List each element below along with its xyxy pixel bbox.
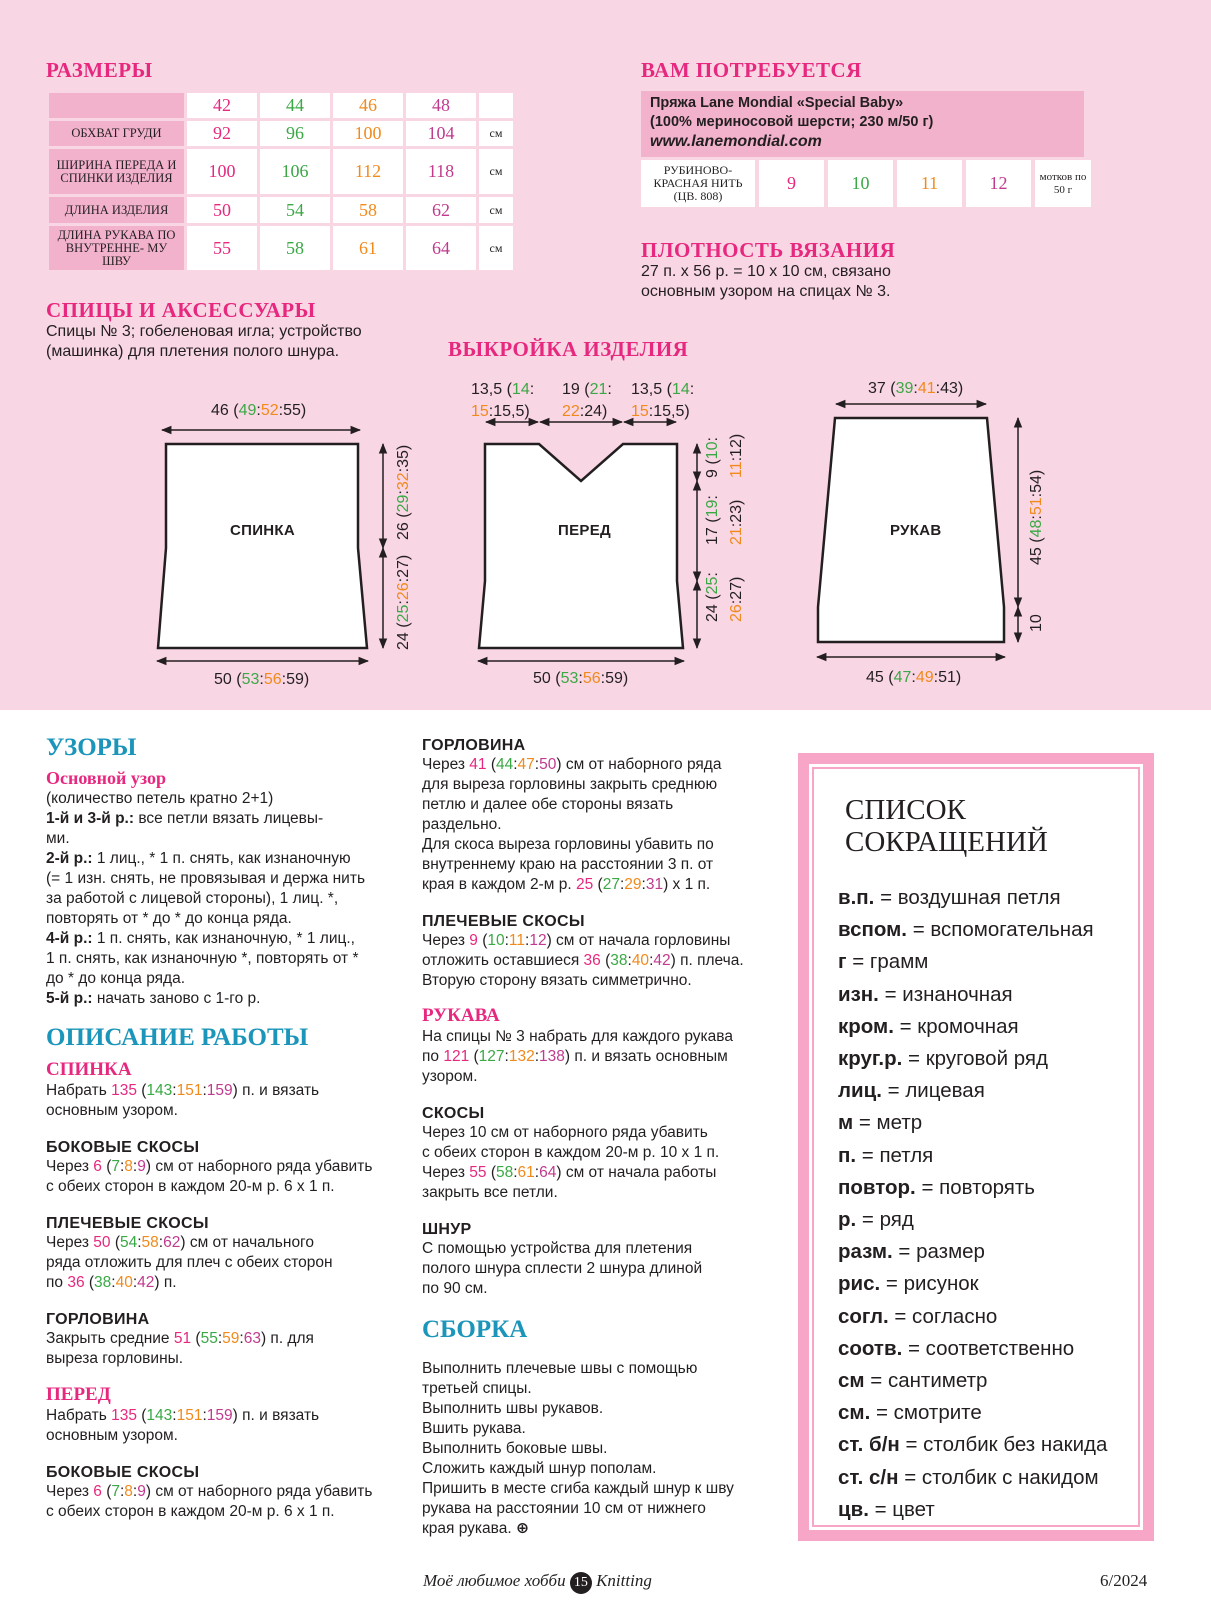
- dim-back-lower: 24 (25:26:27): [395, 554, 412, 650]
- abbr-item: круг.р. = круговой ряд: [838, 1047, 1048, 1071]
- front-label: ПЕРЕД: [558, 522, 611, 539]
- sleeve-label: РУКАВ: [890, 522, 942, 539]
- abbr-item: ст. с/н = столбик с накидом: [838, 1465, 1099, 1489]
- gauge-title: ПЛОТНОСТЬ ВЯЗАНИЯ: [641, 238, 896, 262]
- cord-title: ШНУР: [422, 1221, 472, 1238]
- abbr-title: СПИСОК СОКРАЩЕНИЙ: [845, 794, 1048, 858]
- dim-sleeve-length: 45 (48:51:54): [1028, 469, 1045, 565]
- needles-text: Спицы № 3; гобеленовая игла; устройство (машинка) для плетения полого шнура.: [46, 323, 362, 360]
- materials-title: ВАМ ПОТРЕБУЕТСЯ: [641, 58, 862, 82]
- back-shape: [158, 444, 367, 648]
- yarn-box: [641, 91, 1084, 157]
- assembly-text: Выполнить плечевые швы с помощью третьей спицы. Выполнить швы рукавов. Вшить рукава. Выполнить боковые швы. Сложить каждый шнур пополам. Пришить в месте сгиба каждый шнур к шву рукава на расстоянии 10 см от нижнего края рукава. ⊕: [422, 1360, 734, 1537]
- back-text: Набрать 135 (143:151:159) п. и вязать основным узором.: [46, 1082, 320, 1119]
- sizes-table: 42 44 46 48 ОБХВАТ ГРУДИ 92 96 100 104 см ШИРИНА ПЕРЕДА И СПИНКИ ИЗДЕЛИЯ 100 106 112 118 см ДЛИНА ИЗДЕЛИЯ 50 54 58 62 см ДЛИНА РУКАВА ПО ВНУТРЕННЕ- МУ ШВУ 55 58 61 64 см: [46, 90, 516, 273]
- back-side-title: БОКОВЫЕ СКОСЫ: [46, 1139, 200, 1156]
- dim-front-shoulder-right: 13,5 (14:: [631, 381, 695, 398]
- front-title: ПЕРЕД: [46, 1384, 111, 1405]
- dim-back-bottom: 50 (53:56:59): [214, 671, 310, 688]
- sleeves-title: РУКАВА: [422, 1005, 500, 1026]
- abbr-item: рис. = рисунок: [838, 1272, 979, 1296]
- front-shape: [479, 444, 683, 648]
- abbr-item: р. = ряд: [838, 1208, 914, 1232]
- main-pattern-title: Основной узор: [46, 768, 167, 788]
- bevels-text: Через 10 см от наборного ряда убавить с обеих сторон в каждом 20-м р. 10 х 1 п. Через 55 (58:61:64) см от начала работы закрыть все петли.: [422, 1124, 720, 1201]
- dim-front-lower: 24 (25:: [704, 572, 721, 622]
- dim-front-shoulder-left: 13,5 (14:: [471, 381, 535, 398]
- svg-text:22:24): 22:24): [562, 403, 608, 420]
- front-shoulder-text: Через 9 (10:11:12) см от начала горловины отложить оставшиеся 36 (38:40:42) п. плеча. Вторую сторону вязать симметрично.: [422, 932, 744, 989]
- yarn-color-label: РУБИНОВО-КРАСНАЯ НИТЬ (ЦВ. 808): [641, 160, 755, 207]
- abbr-item: м = метр: [838, 1111, 923, 1135]
- abbr-list: [838, 882, 1107, 1526]
- front-shoulder-title: ПЛЕЧЕВЫЕ СКОСЫ: [422, 913, 585, 930]
- dim-front-neck-depth: 9 (10:: [704, 437, 721, 478]
- footer-magazine: Моё любимое хобби 15 Knitting: [423, 1571, 652, 1594]
- yarn-line2: (100% мериносовой шерсти; 230 м/50 г): [650, 114, 934, 130]
- abbr-item: кром. = кромочная: [838, 1014, 1019, 1038]
- desc-title: ОПИСАНИЕ РАБОТЫ: [46, 1024, 309, 1051]
- abbr-item: ст. б/н = столбик без накида: [838, 1433, 1108, 1457]
- front-neck-text: Через 41 (44:47:50) см от наборного ряда для выреза горловины закрыть среднюю петлю и далее обе стороны вязать раздельно. Для скоса выреза горловины убавить по внутреннему краю на расстоянии 3 п. от края в каждом 2-м р. 25 (27:29:31) х 1 п.: [422, 756, 722, 893]
- dim-back-top: 46 (49:52:55): [211, 402, 307, 419]
- abbr-item: цв. = цвет: [838, 1497, 935, 1521]
- dim-sleeve-bottom: 45 (47:49:51): [866, 669, 962, 686]
- back-side-text: Через 6 (7:8:9) см от наборного ряда убавить с обеих сторон в каждом 20-м р. 6 х 1 п.: [46, 1158, 373, 1195]
- sleeves-text: На спицы № 3 набрать для каждого рукава по 121 (127:132:138) п. и вязать основным узором.: [422, 1028, 733, 1085]
- svg-text:21:23): 21:23): [728, 499, 745, 545]
- needles-title: СПИЦЫ И АКСЕССУАРЫ: [46, 298, 316, 322]
- back-shoulder-title: ПЛЕЧЕВЫЕ СКОСЫ: [46, 1215, 209, 1232]
- footer-issue: 6/2024: [1100, 1571, 1148, 1590]
- svg-text:15:15,5): 15:15,5): [631, 403, 690, 420]
- front-side-title: БОКОВЫЕ СКОСЫ: [46, 1464, 200, 1481]
- abbr-item: вспом. = вспомогательная: [838, 918, 1094, 942]
- yarn-line1: Пряжа Lane Mondial «Special Baby»: [650, 95, 904, 111]
- dim-sleeve-cuff: 10: [1028, 614, 1045, 632]
- middle-column: [422, 737, 782, 1539]
- abbr-item: лиц. = лицевая: [838, 1079, 985, 1103]
- back-label: СПИНКА: [230, 522, 296, 539]
- back-title: СПИНКА: [46, 1059, 132, 1080]
- front-neck-title: ГОРЛОВИНА: [422, 737, 526, 754]
- bevels-title: СКОСЫ: [422, 1105, 485, 1122]
- svg-text:15:15,5): 15:15,5): [471, 403, 530, 420]
- end-icon: ⊕: [515, 1520, 529, 1537]
- abbr-item: повтор. = повторять: [838, 1175, 1035, 1199]
- abbr-item: разм. = размер: [838, 1240, 985, 1264]
- back-neck-text: Закрыть средние 51 (55:59:63) п. для выреза горловины.: [46, 1330, 314, 1367]
- yarn-unit: мотков по 50 г: [1035, 160, 1091, 207]
- back-shoulder-text: Через 50 (54:58:62) см от начального ряда отложить для плеч с обеих сторон по 36 (38:40:42) п.: [46, 1234, 333, 1291]
- left-column: [46, 733, 406, 1522]
- cord-text: С помощью устройства для плетения полого шнура сплести 2 шнура длиной по 90 см.: [422, 1240, 703, 1297]
- dim-front-middle: 17 (19:: [704, 495, 721, 545]
- sizes-title: РАЗМЕРЫ: [46, 58, 153, 82]
- back-neck-title: ГОРЛОВИНА: [46, 1311, 150, 1328]
- svg-text:11:12): 11:12): [728, 433, 745, 478]
- yarn-row: РУБИНОВО-КРАСНАЯ НИТЬ (ЦВ. 808) 9 10 11 12 мотков по 50 г: [641, 160, 1091, 207]
- abbr-item: изн. = изнаночная: [838, 982, 1013, 1006]
- abbr-item: в.п. = воздушная петля: [838, 886, 1061, 909]
- svg-text:26:27): 26:27): [728, 576, 745, 622]
- pattern-title: ВЫКРОЙКА ИЗДЕЛИЯ: [448, 337, 689, 361]
- abbr-item: см = сантиметр: [838, 1369, 988, 1393]
- abbreviations-box: [798, 753, 1154, 1541]
- front-text: Набрать 135 (143:151:159) п. и вязать основным узором.: [46, 1407, 320, 1444]
- main-pattern-text: (количество петель кратно 2+1) 1-й и 3-й р.: все петли вязать лицевы- ми. 2-й р.: 1 лиц., * 1 п. снять, как изнаночную (= 1 изн. снять, не провязывая и держа нить за работой с лицевой стороны), 1 лиц. *, повторять от * до * до конца ряда. 4-й р.: 1 п. снять, как изнаночную, * 1 лиц., 1 п. снять, как изнаночную *, повторять от * до * до конца ряда. 5-й р.: начать заново с 1-го р.: [46, 790, 366, 1007]
- front-side-text: Через 6 (7:8:9) см от наборного ряда убавить с обеих сторон в каждом 20-м р. 6 х 1 п.: [46, 1483, 373, 1520]
- page-number: 15: [570, 1572, 592, 1594]
- assembly-title: СБОРКА: [422, 1316, 528, 1343]
- abbr-item: соотв. = соответственно: [838, 1336, 1075, 1360]
- dim-front-bottom: 50 (53:56:59): [533, 670, 629, 687]
- dim-sleeve-top: 37 (39:41:43): [868, 380, 964, 397]
- abbr-item: г = грамм: [838, 950, 929, 974]
- yarn-url: www.lanemondial.com: [650, 133, 822, 150]
- uzory-title: УЗОРЫ: [46, 734, 137, 761]
- dim-back-upper: 26 (29:32:35): [395, 444, 412, 540]
- abbr-item: п. = петля: [838, 1143, 934, 1167]
- dim-front-neck: 19 (21:: [562, 381, 612, 398]
- abbr-item: см. = смотрите: [838, 1401, 982, 1425]
- abbr-item: согл. = согласно: [838, 1304, 998, 1328]
- gauge-text: 27 п. х 56 р. = 10 х 10 см, связано основным узором на спицах № 3.: [641, 263, 891, 300]
